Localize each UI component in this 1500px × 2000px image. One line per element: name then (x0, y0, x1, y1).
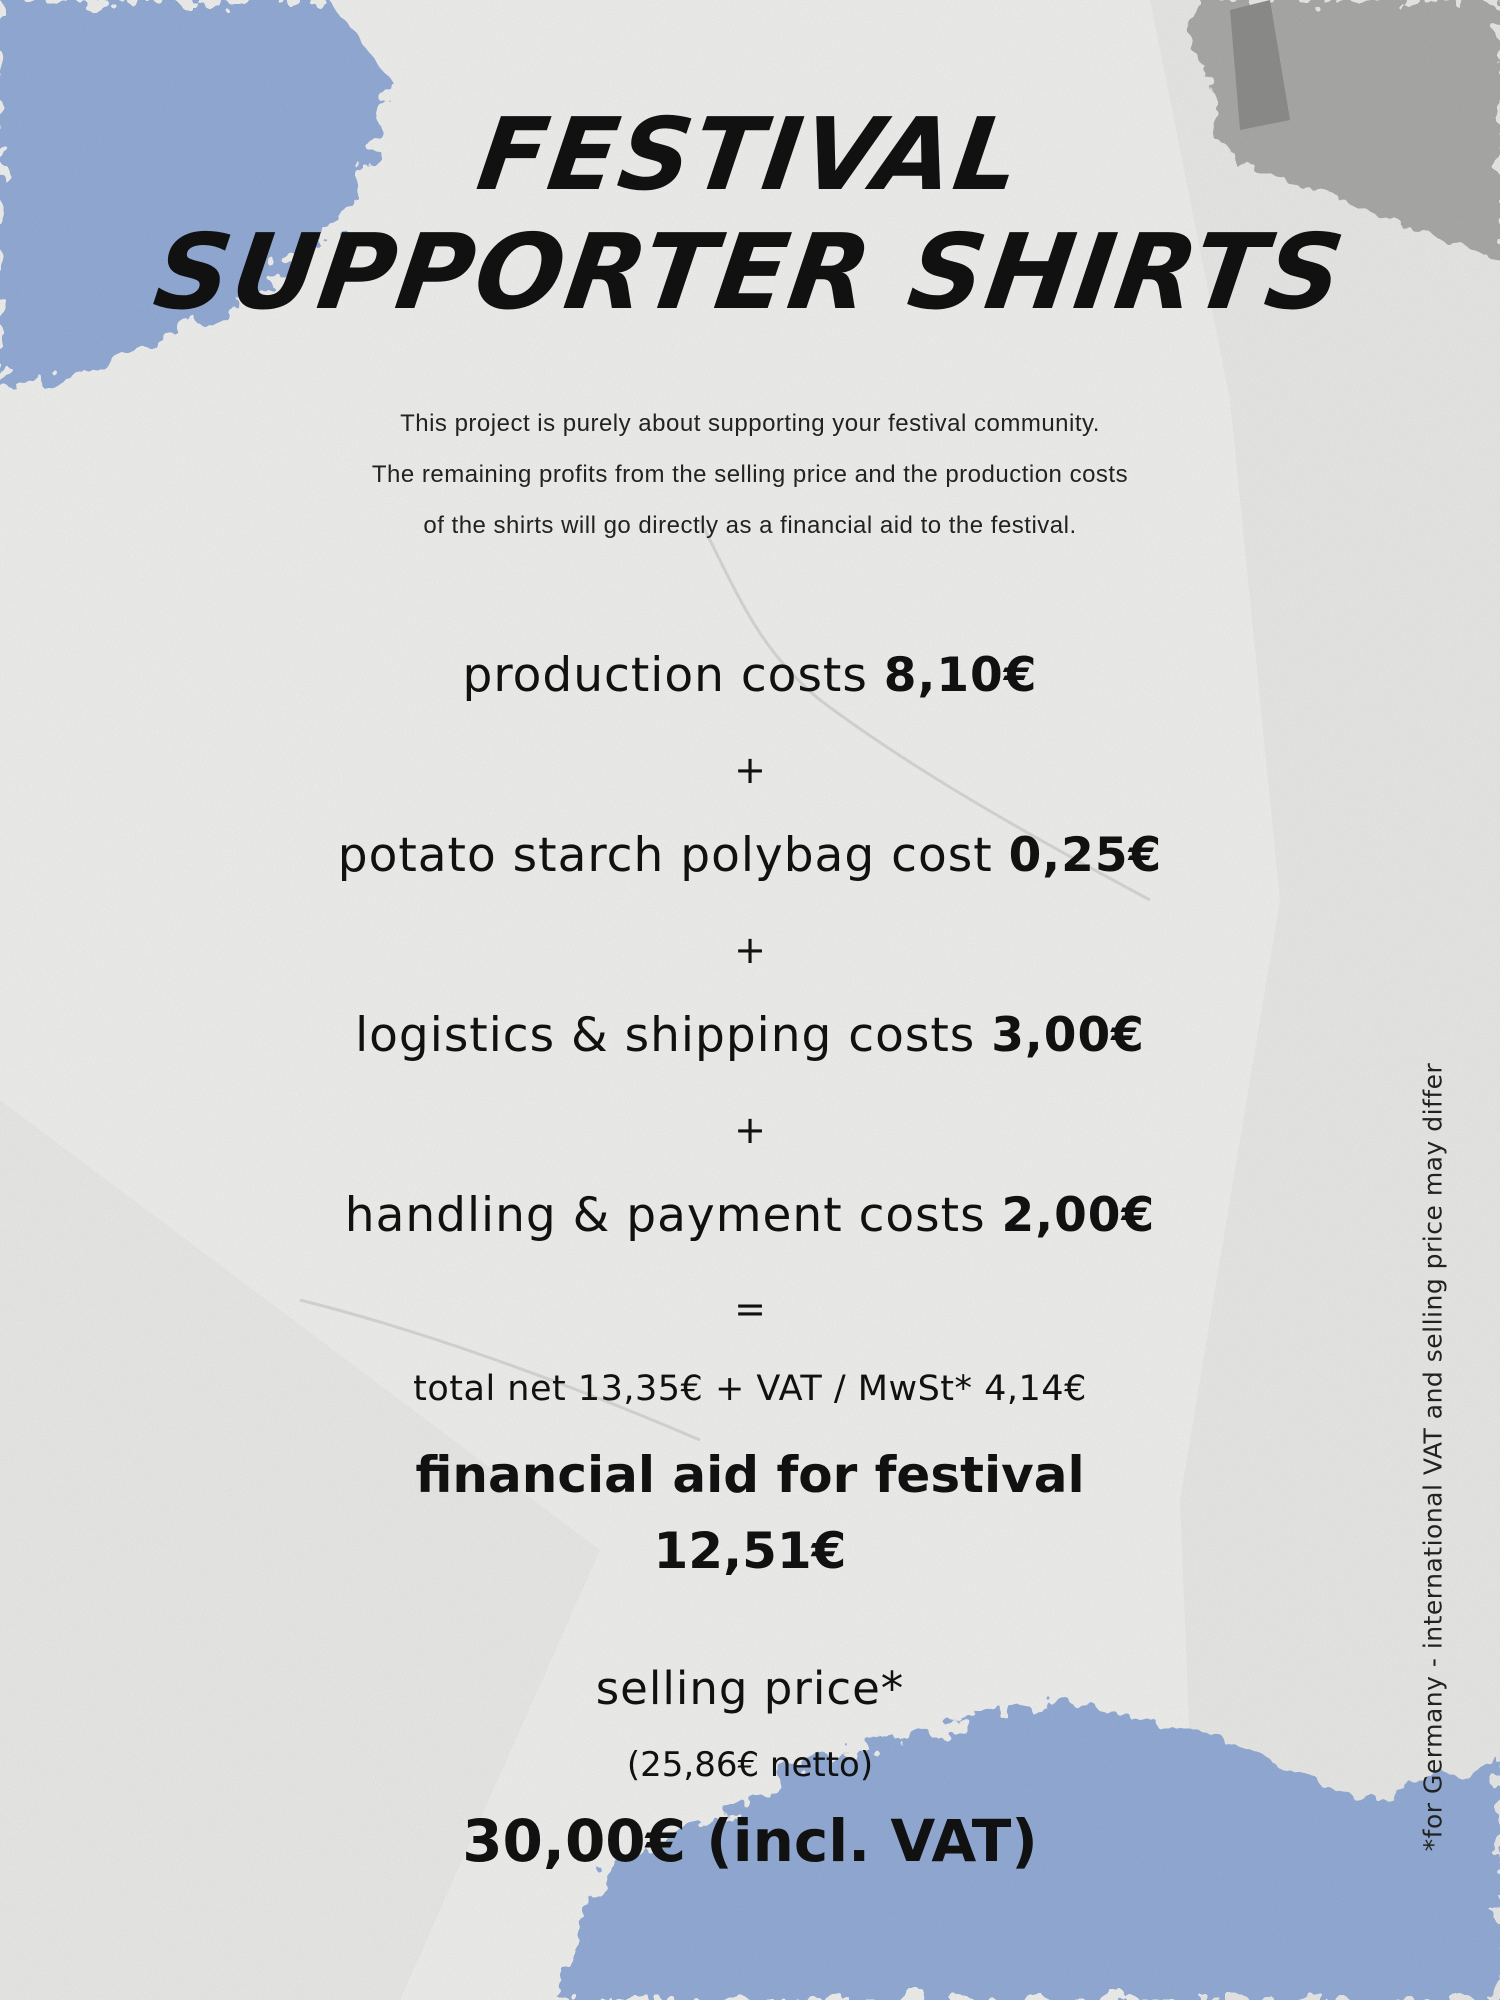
intro-line: The remaining profits from the selling price and the production costs (371, 461, 1129, 488)
selling-price-total: 30,00€ (incl. VAT) (462, 1807, 1038, 1875)
cost-value: 8,10€ (883, 648, 1038, 703)
cost-value: 0,25€ (1008, 828, 1163, 883)
title-line-2: SUPPORTER SHIRTS (147, 211, 1353, 333)
financial-aid-value: 12,51€ (653, 1522, 847, 1580)
plus-sign: + (734, 748, 766, 792)
plus-sign: + (734, 928, 766, 972)
intro-line: This project is purely about supporting your festival community. (400, 410, 1100, 437)
financial-aid-label: financial aid for festival (415, 1446, 1085, 1504)
intro-line: of the shirts will go directly as a financial aid to the festival. (423, 512, 1077, 539)
cost-label: handling & payment costs (344, 1188, 986, 1243)
cost-value: 2,00€ (1001, 1188, 1156, 1243)
vat-footnote-text: *for Germany - international VAT and selling price may differ (1418, 1062, 1448, 1852)
title-line-1: FESTIVAL (470, 96, 1030, 213)
intro-text (0, 398, 1500, 551)
cost-label: logistics & shipping costs (355, 1008, 976, 1063)
selling-price-net: (25,86€ netto) (626, 1745, 874, 1785)
cost-value: 3,00€ (991, 1008, 1145, 1063)
cost-label: production costs (462, 648, 868, 703)
selling-price-label: selling price* (595, 1662, 905, 1715)
total-net: total net 13,35€ + VAT / MwSt* 4,14€ (413, 1369, 1087, 1409)
cost-label: potato starch polybag cost (337, 828, 993, 883)
equals-sign: = (734, 1287, 766, 1331)
plus-sign: + (734, 1108, 766, 1152)
cost-production (0, 648, 1500, 703)
cost-polybag (0, 828, 1500, 883)
vat-footnote (1412, 1022, 1454, 1892)
cost-logistics (0, 1008, 1500, 1063)
cost-handling (0, 1188, 1500, 1243)
